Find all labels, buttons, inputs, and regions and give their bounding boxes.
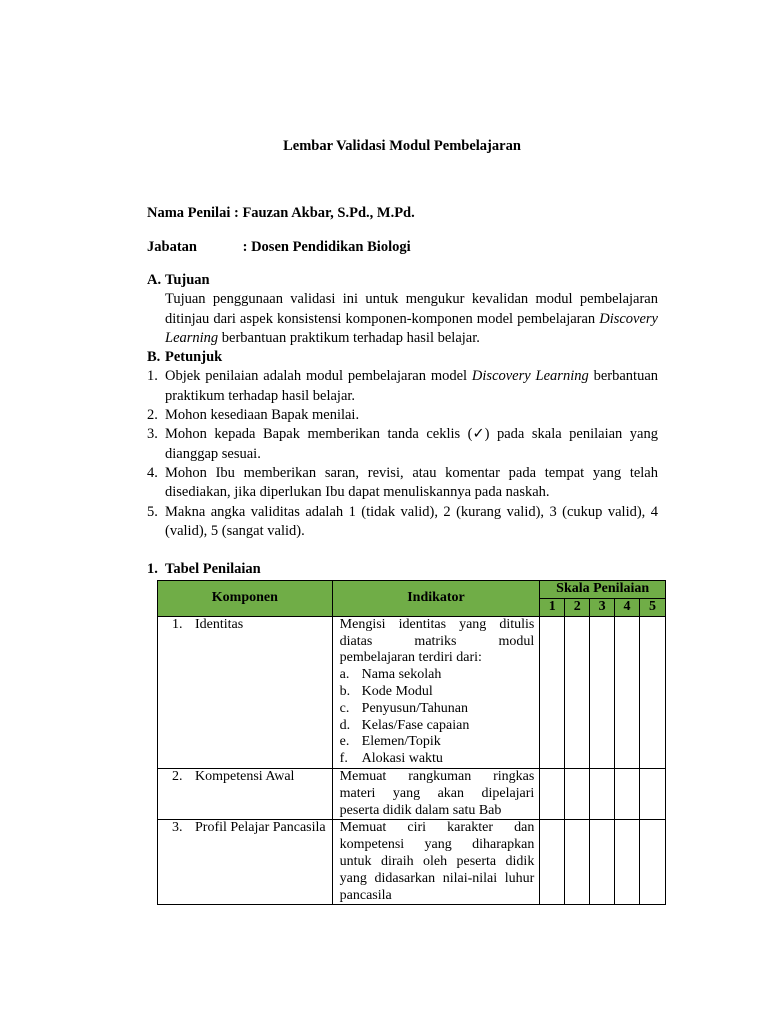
komponen-text: Identitas bbox=[195, 616, 244, 632]
row-number: 2. bbox=[172, 768, 183, 784]
indikator-cell bbox=[332, 820, 540, 905]
tabel-penilaian-heading bbox=[147, 561, 261, 578]
jabatan-value: : Dosen Pendidikan Biologi bbox=[242, 239, 411, 255]
nama-penilai-field bbox=[147, 205, 415, 222]
row-number: 3. bbox=[172, 820, 183, 836]
sub-item-letter: a. bbox=[339, 667, 350, 683]
score-cell-1[interactable] bbox=[540, 616, 565, 768]
sub-item-text: Nama sekolah bbox=[361, 667, 442, 683]
list-item-number: 2. bbox=[147, 407, 158, 424]
sub-item-letter: b. bbox=[339, 683, 351, 699]
document-title: Lembar Validasi Modul Pembelajaran bbox=[283, 138, 521, 154]
sub-item-letter: d. bbox=[339, 717, 351, 733]
list-item-text: Mohon Ibu memberikan saran, revisi, atau komentar pada tempat yang telah disediakan, jika diperlukan Ibu dapat menuliskannya pada naskah. bbox=[165, 464, 658, 501]
tujuan-section bbox=[147, 271, 658, 541]
sub-item-text: Penyusun/Tahunan bbox=[361, 700, 468, 716]
petunjuk-heading bbox=[147, 348, 658, 367]
tujuan-paragraph bbox=[165, 290, 658, 348]
tujuan-heading-text: Tujuan bbox=[165, 272, 210, 288]
nama-penilai-value: : Fauzan Akbar, S.Pd., M.Pd. bbox=[234, 205, 415, 221]
petunjuk-heading-text: Petunjuk bbox=[165, 349, 223, 366]
sub-item-text: Kode Modul bbox=[361, 683, 433, 699]
list-item-text: ) pada skala penilaian yang dianggap sesuai. bbox=[165, 426, 658, 462]
tabel-penilaian bbox=[157, 580, 666, 905]
tujuan-text: Tujuan penggunaan validasi ini untuk mengukur kevalidan modul pembelajaran ditinjau dari aspek konsistensi komponen-komponen model pembelajaran bbox=[165, 291, 658, 327]
table-row bbox=[158, 820, 666, 905]
list-item-number: 5. bbox=[147, 503, 158, 520]
indikator-text: Memuat ciri karakter dan kompetensi yang diharapkan untuk diraih oleh peserta didik yang didasarkan nilai-nilai luhur pancasila bbox=[339, 820, 535, 903]
list-item bbox=[147, 464, 658, 503]
sub-item bbox=[340, 751, 535, 768]
tabel-title: Tabel Penilaian bbox=[165, 561, 261, 577]
score-cell-5[interactable] bbox=[640, 820, 666, 905]
indikator-cell bbox=[332, 768, 540, 819]
list-item bbox=[147, 367, 658, 406]
list-item-text: Makna angka validitas adalah 1 (tidak valid), 2 (kurang valid), 3 (cukup valid), 4 (valid), 5 (sangat valid). bbox=[165, 503, 658, 539]
header-scale-2: 2 bbox=[565, 599, 590, 617]
sub-item-text: Elemen/Topik bbox=[361, 734, 441, 750]
header-scale-4: 4 bbox=[615, 599, 640, 617]
score-cell-4[interactable] bbox=[615, 616, 640, 768]
list-item-text: berbantuan praktikum terhadap hasil belajar. bbox=[165, 368, 659, 404]
list-item-italic: Discovery Learning bbox=[471, 368, 589, 385]
petunjuk-letter: B. bbox=[147, 349, 161, 366]
list-item-number: 3. bbox=[147, 426, 158, 443]
checkmark-icon: ✓ bbox=[472, 426, 485, 443]
table-row bbox=[158, 768, 666, 819]
header-scale-3: 3 bbox=[590, 599, 615, 617]
sub-item-text: Kelas/Fase capaian bbox=[361, 717, 470, 733]
score-cell-5[interactable] bbox=[640, 768, 666, 819]
jabatan-label: Jabatan bbox=[147, 239, 197, 255]
sub-item bbox=[340, 734, 535, 751]
indikator-text: Mengisi identitas yang ditulis diatas matriks modul pembelajaran terdiri dari: bbox=[339, 616, 535, 666]
tujuan-text-end: berbantuan praktikum terhadap hasil belajar. bbox=[218, 329, 480, 346]
header-komponen: Komponen bbox=[158, 581, 333, 617]
score-cell-2[interactable] bbox=[565, 616, 590, 768]
tabel-number: 1. bbox=[147, 561, 158, 577]
list-item bbox=[147, 503, 658, 542]
score-cell-3[interactable] bbox=[590, 820, 615, 905]
indikator-text: Memuat rangkuman ringkas materi yang akan dipelajari peserta didik dalam satu Bab bbox=[339, 768, 535, 818]
list-item bbox=[147, 425, 658, 464]
score-cell-4[interactable] bbox=[615, 768, 640, 819]
header-indikator: Indikator bbox=[332, 581, 540, 617]
indikator-cell bbox=[332, 616, 540, 768]
score-cell-4[interactable] bbox=[615, 820, 640, 905]
score-cell-1[interactable] bbox=[540, 820, 565, 905]
tujuan-heading bbox=[147, 271, 658, 290]
sub-item bbox=[340, 667, 535, 684]
komponen-cell bbox=[158, 616, 333, 768]
tujuan-letter: A. bbox=[147, 272, 162, 288]
list-item-number: 1. bbox=[147, 368, 158, 385]
sub-item bbox=[340, 684, 535, 701]
sub-item-letter: f. bbox=[339, 751, 348, 767]
score-cell-2[interactable] bbox=[565, 768, 590, 819]
petunjuk-list bbox=[147, 367, 658, 541]
table-row bbox=[158, 616, 666, 768]
nama-penilai-label: Nama Penilai bbox=[147, 205, 231, 221]
sub-item-text: Alokasi waktu bbox=[361, 751, 443, 767]
tujuan-italic: Discovery Learning bbox=[165, 310, 658, 346]
list-item-text: Mohon kepada Bapak memberikan tanda ceklis ( bbox=[165, 426, 473, 443]
score-cell-3[interactable] bbox=[590, 616, 615, 768]
score-cell-3[interactable] bbox=[590, 768, 615, 819]
sub-item bbox=[340, 701, 535, 718]
komponen-cell bbox=[158, 820, 333, 905]
sub-item bbox=[340, 718, 535, 735]
sub-item-letter: c. bbox=[339, 700, 350, 716]
row-number: 1. bbox=[172, 616, 183, 632]
header-scale-5: 5 bbox=[640, 599, 666, 617]
list-item-text: Mohon kesediaan Bapak menilai. bbox=[165, 407, 360, 424]
header-scale-1: 1 bbox=[540, 599, 565, 617]
komponen-text: Profil Pelajar Pancasila bbox=[195, 820, 326, 836]
header-skala-penilaian: Skala Penilaian bbox=[540, 581, 666, 599]
score-cell-5[interactable] bbox=[640, 616, 666, 768]
list-item-text: Objek penilaian adalah modul pembelajaran model bbox=[165, 368, 472, 385]
score-cell-1[interactable] bbox=[540, 768, 565, 819]
list-item bbox=[147, 406, 658, 425]
sub-item-letter: e. bbox=[339, 734, 350, 750]
komponen-text: Kompetensi Awal bbox=[195, 768, 295, 784]
list-item-number: 4. bbox=[147, 464, 158, 481]
jabatan-field bbox=[147, 239, 411, 256]
komponen-cell bbox=[158, 768, 333, 819]
score-cell-2[interactable] bbox=[565, 820, 590, 905]
